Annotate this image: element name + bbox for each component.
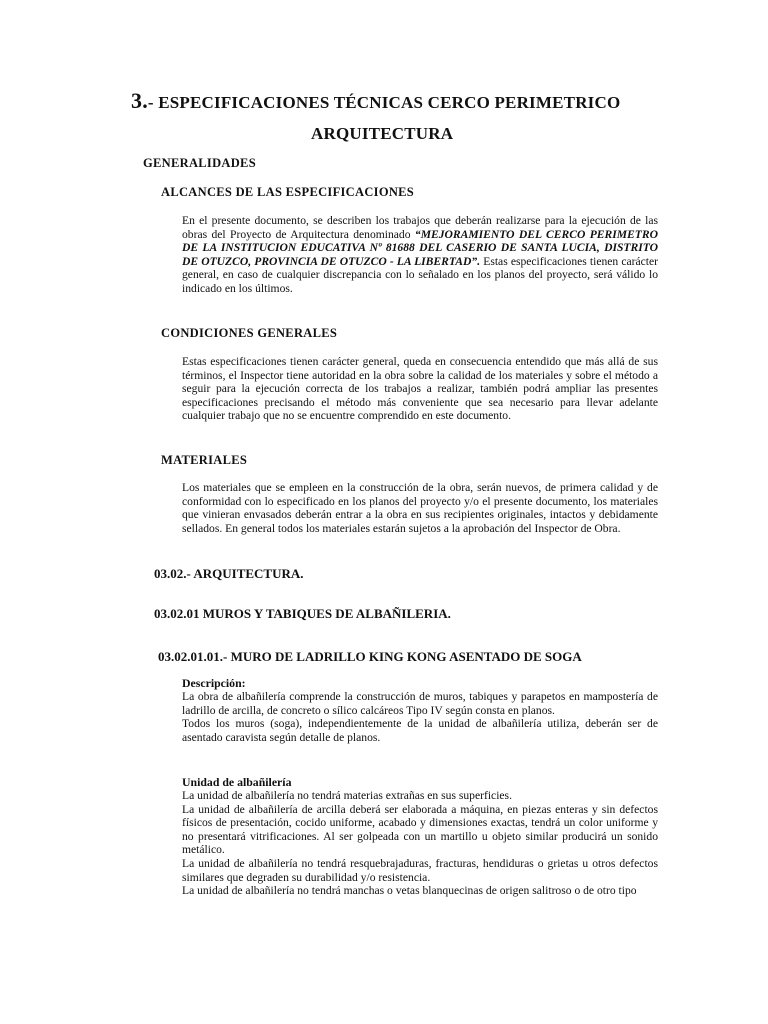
heading-descripcion: Descripción: [182, 676, 246, 690]
heading-materiales: MATERIALES [161, 453, 248, 467]
document-subtitle: ARQUITECTURA [311, 124, 454, 143]
document-title [131, 88, 620, 114]
heading-unidad: Unidad de albañilería [182, 775, 292, 789]
project-name: “MEJORAMIENTO DEL CERCO PERIMETRO DE LA INSTITUCION EDUCATIVA Nº 81688 DEL CASERIO DE SANTA LUCIA, DISTRITO DE OTUZCO, PROVINCIA DE OTUZCO - LA LIBERTAD”. [182, 227, 658, 268]
title-number: 3. [131, 88, 148, 113]
descripcion-text-2: Todos los muros (soga), independientemente de la unidad de albañilería utiliza, deberán ser de asentado caravista según detalle de planos. [182, 717, 658, 744]
paragraph-materiales: Los materiales que se empleen en la construcción de la obra, serán nuevos, de primera calidad y de conformidad con lo especificado en los planos del proyecto y/o el presente documento, los materiales que vinieran envasados deberán entrar a la obra en sus recipientes originales, intactos y debidamente sellados. En general todos los materiales estarán sujetos a la aprobación del Inspector de Obra. [182, 481, 658, 535]
unidad-line-4: La unidad de albañilería no tendrá manchas o vetas blanquecinas de origen salitroso o de otro tipo [182, 884, 637, 898]
title-text: - ESPECIFICACIONES TÉCNICAS CERCO PERIMETRICO [147, 93, 621, 112]
heading-condiciones: CONDICIONES GENERALES [161, 326, 338, 340]
heading-generalidades: GENERALIDADES [143, 156, 256, 170]
alcances-text-after: Estas especificaciones tienen carácter general, en caso de cualquier discrepancia con lo señalado en los planos del proyecto, será válido lo indicado en los últimos. [182, 254, 658, 295]
heading-muros: 03.02.01 MUROS Y TABIQUES DE ALBAÑILERIA. [154, 606, 451, 621]
heading-arquitectura: 03.02.- ARQUITECTURA. [154, 566, 304, 581]
alcances-text-before: En el presente documento, se describen los trabajos que deberán realizarse para la ejecución de las obras del Proyecto de Arquitectura denominado [182, 214, 658, 241]
heading-alcances: ALCANCES DE LAS ESPECIFICACIONES [161, 185, 415, 199]
paragraph-unidad [182, 789, 658, 898]
paragraph-condiciones: Estas especificaciones tienen carácter general, queda en consecuencia entendido que más allá de sus términos, el Inspector tiene autoridad en la obra sobre la calidad de los materiales y sobre el método a seguir para la ejecución correcta de los trabajos a realizar, también podrá ampliar las presentes especificaciones precisando el método más conveniente que sea necesario para llevar adelante cualquier trabajo que no se encuentre comprendido en este documento. [182, 355, 658, 423]
descripcion-text-1: La obra de albañilería comprende la construcción de muros, tabiques y parapetos en mampostería de ladrillo de arcilla, de concreto o sílico calcáreos Tipo IV según consta en planos. [182, 690, 658, 717]
paragraph-descripcion [182, 690, 658, 744]
heading-muro-ladrillo: 03.02.01.01.- MURO DE LADRILLO KING KONG ASENTADO DE SOGA [158, 649, 582, 664]
paragraph-alcances [182, 214, 658, 296]
unidad-line-1: La unidad de albañilería no tendrá materias extrañas en sus superficies. [182, 789, 512, 802]
unidad-line-2: La unidad de albañilería de arcilla deberá ser elaborada a máquina, en piezas enteras y sin defectos físicos de presentación, cocido uniforme, acabado y dimensiones exactas, tendrá un color uniforme y no presentará vitrificaciones. Al ser golpeada con un martillo u objeto similar producirá un sonido metálico. [182, 802, 658, 857]
unidad-line-3: La unidad de albañilería no tendrá resquebrajaduras, fracturas, hendiduras o grietas u otros defectos similares que degraden su durabilidad y/o resistencia. [182, 856, 658, 884]
